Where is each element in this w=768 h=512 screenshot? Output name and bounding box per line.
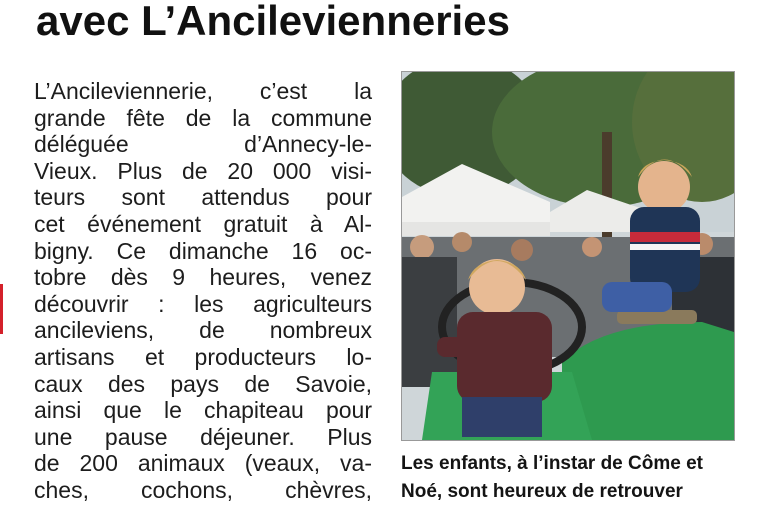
body-line: Vieux. Plus de 20 000 visi- (34, 157, 372, 184)
body-line: déléguée d’Annecy-le- (34, 131, 372, 158)
photo-illustration (402, 72, 734, 440)
body-line: découvrir : les agriculteurs (34, 290, 372, 317)
body-line: cet événement gratuit à Al- (34, 210, 372, 237)
body-line: grande fête de la commune (34, 104, 372, 131)
column-accent-rule (0, 284, 3, 334)
caption-line: Noé, sont heureux de retrouver (401, 481, 683, 502)
body-line: teurs sont attendus pour (34, 184, 372, 211)
body-line: une pause déjeuner. Plus (34, 423, 372, 450)
body-line: de 200 animaux (veaux, va- (34, 450, 372, 477)
body-line: tobre dès 9 heures, venez (34, 264, 372, 291)
body-line: L’Ancileviennerie, c’est la (34, 78, 372, 104)
body-line: ches, cochons, chèvres, (34, 476, 372, 503)
body-line: artisans et producteurs lo- (34, 343, 372, 370)
article-headline (36, 0, 756, 60)
body-line: ainsi que le chapiteau pour (34, 397, 372, 424)
headline-line-2: avec L’Ancilevienneries (36, 0, 510, 44)
article-body (34, 78, 372, 504)
body-line: bigny. Ce dimanche 16 oc- (34, 237, 372, 264)
body-line: ancileviens, de nombreux (34, 317, 372, 344)
caption-line: Les enfants, à l’instar de Côme et (401, 453, 703, 474)
photo-caption (401, 450, 741, 506)
body-line: caux des pays de Savoie, (34, 370, 372, 397)
article-photo (401, 71, 735, 441)
